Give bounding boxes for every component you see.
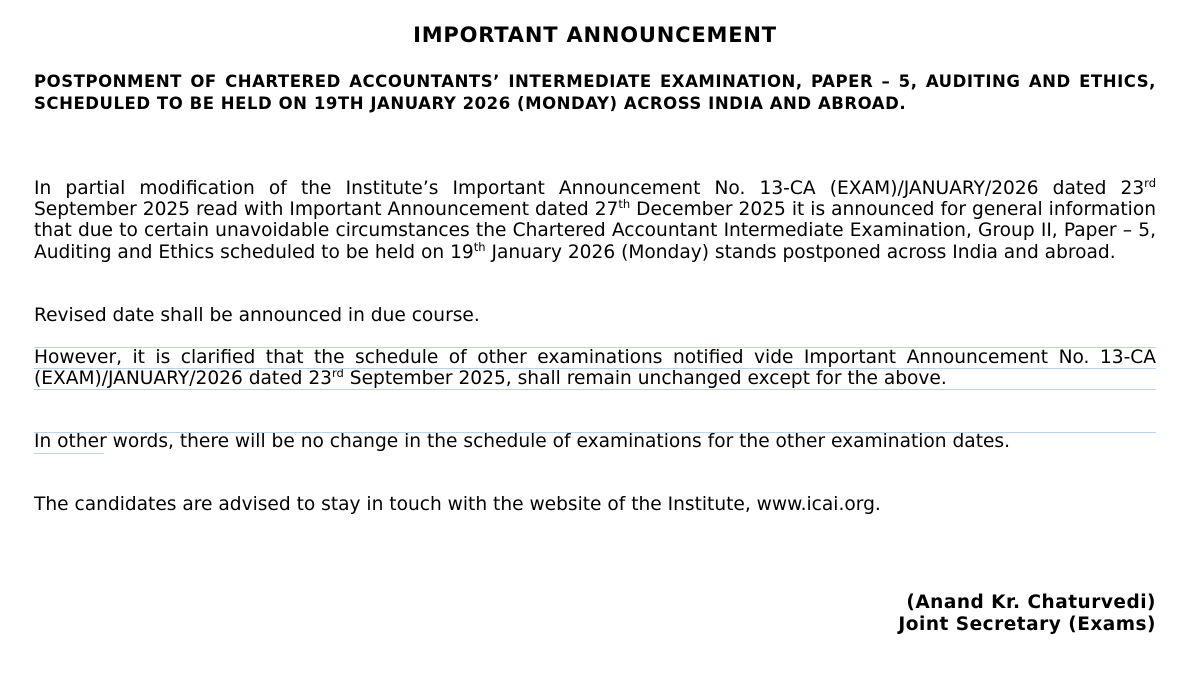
paragraph-text: September 2025, shall remain unchanged except for the above. xyxy=(343,368,947,390)
paragraph-text: December 2025 it is announced for general information that due to certain unavoidable circumstances the Chartered Accountant Intermediate Examination, Group II, Paper – 5, Auditing and Ethics scheduled to be held on 19 xyxy=(34,199,1156,263)
signatory-designation: Joint Secretary (Exams) xyxy=(898,614,1156,635)
highlight-line xyxy=(34,389,1156,390)
highlight-line xyxy=(34,453,104,454)
highlight-line xyxy=(34,432,1156,433)
page-title: IMPORTANT ANNOUNCEMENT xyxy=(413,23,777,47)
paragraph-text: In partial modification of the Institute’s Important Announcement No. 13-CA (EXAM)/JANUARY/2026 dated 23 xyxy=(34,178,1145,199)
paragraph-no-change: In other words, there will be no change in the schedule of examinations for the other examination dates. xyxy=(34,431,1011,452)
ordinal-suffix: rd xyxy=(1144,176,1156,190)
paragraph-modification-notice xyxy=(34,178,1156,263)
announcement-subject: POSTPONMENT OF CHARTERED ACCOUNTANTS’ INTERMEDIATE EXAMINATION, PAPER – 5, AUDITING AND ETHICS, SCHEDULED TO BE HELD ON 19TH JANUARY 2026 (MONDAY) ACROSS INDIA AND ABROAD. xyxy=(34,72,1156,113)
highlight-line xyxy=(34,347,1156,348)
paragraph-text: January 2026 (Monday) stands postponed across India and abroad. xyxy=(485,241,1116,263)
paragraph-text: However, it is clarified that the schedule of other examinations notified vide Important Announcement No. 13-CA (EXAM)/JANUARY/2026 dated 23 xyxy=(34,347,1156,390)
paragraph-text: September 2025 read with Important Announcement dated 27 xyxy=(34,199,619,221)
highlight-line xyxy=(34,368,1156,369)
signature-block xyxy=(898,592,1156,636)
ordinal-suffix: rd xyxy=(332,366,344,381)
ordinal-suffix: th xyxy=(618,197,631,212)
paragraph-website-advice: The candidates are advised to stay in touch with the website of the Institute, www.icai.org. xyxy=(34,494,881,515)
paragraph-revised-date: Revised date shall be announced in due course. xyxy=(34,305,480,326)
ordinal-suffix: th xyxy=(473,239,486,254)
signatory-name: (Anand Kr. Chaturvedi) xyxy=(906,592,1156,613)
